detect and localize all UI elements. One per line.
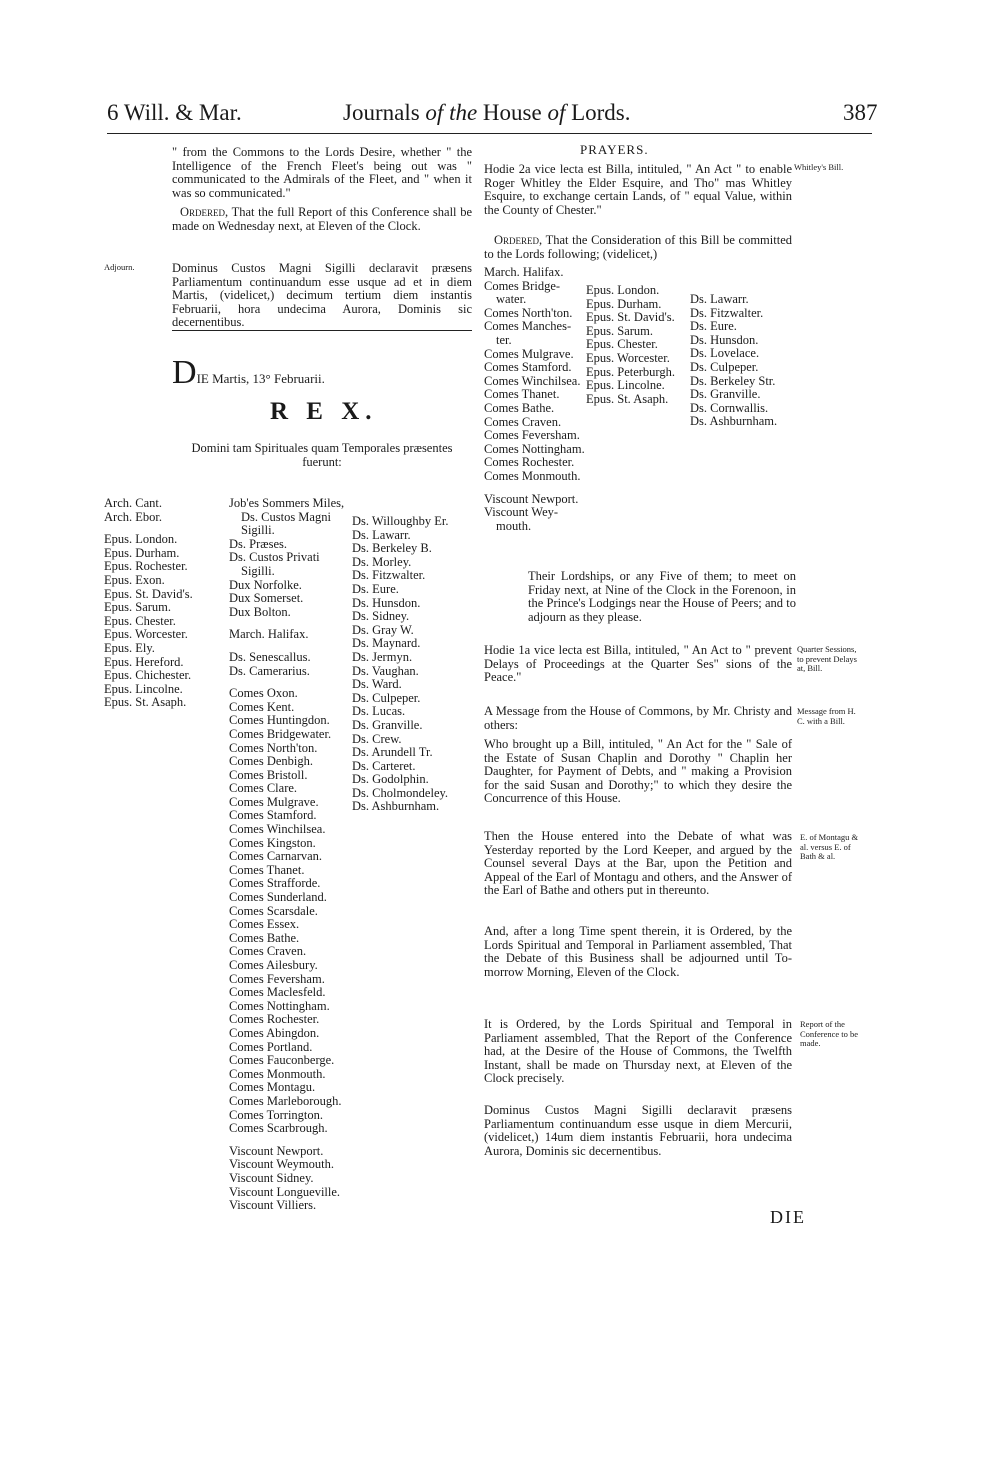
list-entry: Comes Clare.	[229, 781, 298, 796]
list-entry: Epus. London.	[104, 532, 178, 547]
list-entry: Comes Montagu.	[229, 1080, 316, 1095]
list-entry: Ds. Eure.	[352, 581, 399, 596]
list-entry: Epus. Hereford.	[104, 654, 184, 669]
list-entry: Sigilli.	[241, 523, 275, 538]
section-rule	[172, 330, 472, 331]
list-entry: water.	[496, 292, 527, 307]
list-entry: Comes Portland.	[229, 1039, 313, 1054]
list-entry: Comes Fauconberge.	[229, 1053, 335, 1068]
list-entry: March. Halifax.	[484, 265, 564, 279]
list-entry: Ds. Senescallus.	[229, 649, 311, 664]
list-entry: Comes Nottingham.	[229, 998, 330, 1013]
list-entry: Comes Torrington.	[229, 1107, 324, 1122]
list-entry: Epus. Sarum.	[104, 600, 172, 615]
list-entry: Comes Huntingdon.	[229, 713, 330, 728]
list-entry: Epus. St. Asaph.	[586, 391, 669, 406]
list-entry: Comes Marleborough.	[229, 1093, 342, 1108]
list-entry: Epus. Ely.	[104, 640, 155, 655]
list-entry: Dux Norfolke.	[229, 577, 302, 592]
list-entry: Ds. Ward.	[352, 677, 402, 692]
list-entry: Comes Feversham.	[484, 428, 580, 443]
list-entry: Comes Thanet.	[229, 862, 305, 877]
list-entry: Ds. Granville.	[352, 717, 423, 732]
list-entry: Comes Bristoll.	[229, 767, 308, 782]
list-entry: Ds. Granville.	[690, 387, 761, 402]
list-entry: Ds. Carteret.	[352, 758, 416, 773]
list-entry: Comes Mulgrave.	[229, 794, 319, 809]
list-entry: Comes Winchilsea.	[484, 373, 581, 388]
list-entry: Job'es Sommers Miles,	[229, 496, 345, 510]
chaplin-bill-para: Who brought up a Bill, intituled, " An Act for the " Sale of the Estate of Susan Chaplin and Dorothy " Chaplin her Daughter, for Payment of Debts, and " making a Provision for the said Susan and Dorothy;" to which they desire the Concurrence of this House.	[484, 737, 792, 806]
list-entry: Epus. Exon.	[104, 572, 165, 587]
list-entry: Comes Denbigh.	[229, 754, 314, 769]
committee-order: Ordered, That the Consideration of this Bill be committed to the Lords following; (videlicet,)	[484, 233, 792, 261]
committee-column-1	[484, 266, 585, 533]
list-entry: Ds. Crew.	[352, 731, 402, 746]
list-entry: Ds. Ashburnham.	[690, 414, 778, 429]
ordered-para: Ordered, That the full Report of this Conference shall be made on Wednesday next, at Eleven of the Clock.	[172, 205, 472, 233]
list-entry: Epus. St. Asaph.	[104, 695, 187, 710]
list-entry: Epus. Durham.	[104, 545, 180, 560]
list-entry: Epus. St. David's.	[586, 310, 675, 325]
attendance-column-2	[229, 497, 344, 1213]
continuation-para: " from the Commons to the Lords Desire, whether " the Intelligence of the French Fleet's being out was " communicated to the Admirals of the Fleet, and " when it was so communicated."	[172, 145, 472, 200]
list-entry: Epus. Worcester.	[104, 627, 188, 642]
list-entry: Viscount Sidney.	[229, 1170, 314, 1185]
margin-note-message: Message from H. C. with a Bill.	[797, 706, 856, 726]
list-entry: Ds. Custos Privati	[229, 550, 320, 565]
list-entry: Comes Mulgrave.	[484, 346, 574, 361]
list-entry: Comes North'ton.	[484, 305, 573, 320]
list-entry: Comes Kent.	[229, 699, 295, 714]
list-entry: Viscount Longueville.	[229, 1184, 341, 1199]
list-entry: Comes Essex.	[229, 917, 300, 932]
list-entry: Epus. Durham.	[586, 296, 662, 311]
list-entry: Arch. Ebor.	[104, 509, 162, 524]
list-entry: Ds. Culpeper.	[352, 690, 421, 705]
attendance-column-3	[352, 515, 449, 814]
list-entry: Ds. Godolphin.	[352, 772, 429, 787]
margin-note-quarter: Quarter Sessions, to prevent Delays at, Bill.	[797, 644, 857, 673]
list-entry: Ds. Maynard.	[352, 636, 421, 651]
margin-note-adjourn: Adjourn.	[104, 262, 135, 272]
after-para: And, after a long Time spent therein, it is Ordered, by the Lords Spiritual and Temporal in Parliament assembled, That the Debate of this Business shall be adjourned until To-morrow Morning, Eleven of the Clock.	[484, 924, 792, 979]
list-entry: Ds. Cholmondeley.	[352, 785, 449, 800]
list-entry: Ds. Willoughby Er.	[352, 514, 449, 528]
list-entry: Comes North'ton.	[229, 740, 318, 755]
list-entry: Comes Stamford.	[484, 360, 572, 375]
list-entry: Ds. Gray W.	[352, 622, 414, 637]
list-entry: Comes Bridge-	[484, 278, 561, 293]
list-entry: ter.	[496, 332, 512, 347]
list-entry: Ds. Jermyn.	[352, 649, 413, 664]
list-entry: Ds. Berkeley Str.	[690, 373, 776, 388]
report-para: It is Ordered, by the Lords Spiritual and Temporal in Parliament assembled, That the Report of the Conference had, at the Desire of the House of Commons, the Twelfth Instant, shall be made on Thursday next, at Eleven of the Clock precisely.	[484, 1017, 792, 1086]
list-entry: Ds. Morley.	[352, 554, 412, 569]
list-entry: Viscount Newport.	[484, 491, 579, 506]
list-entry: Viscount Wey-	[484, 505, 559, 520]
list-entry: Epus. Lincolne.	[104, 681, 183, 696]
list-entry: Dux Bolton.	[229, 604, 291, 619]
list-entry: Epus. Chester.	[104, 613, 176, 628]
attendance-column-1	[104, 497, 193, 710]
margin-note-whitley: Whitley's Bill.	[794, 162, 844, 172]
list-entry: Epus. St. David's.	[104, 586, 193, 601]
list-entry: Comes Strafforde.	[229, 876, 321, 891]
list-entry: Ds. Eure.	[690, 319, 737, 334]
running-head-title: Journals of the House of Lords.	[343, 100, 631, 125]
list-entry: Dux Somerset.	[229, 591, 304, 606]
rex-heading: R E X.	[270, 398, 378, 425]
list-entry: Ds. Lawarr.	[690, 292, 749, 306]
list-entry: Ds. Berkeley B.	[352, 541, 432, 556]
list-entry: Ds. Custos Magni	[241, 509, 331, 524]
list-entry: Comes Nottingham.	[484, 441, 585, 456]
list-entry: Comes Feversham.	[229, 971, 325, 986]
list-entry: Ds. Hunsdon.	[352, 595, 421, 610]
committee-column-3	[690, 293, 777, 429]
list-entry: Comes Maclesfeld.	[229, 985, 326, 1000]
list-entry: Comes Stamford.	[229, 808, 317, 823]
list-entry: Epus. Lincolne.	[586, 378, 665, 393]
list-entry: Comes Bathe.	[484, 400, 555, 415]
list-entry: Comes Bathe.	[229, 930, 300, 945]
list-entry: March. Halifax.	[229, 627, 309, 642]
running-head-left: 6 Will. & Mar.	[107, 100, 242, 125]
list-entry: Ds. Lucas.	[352, 704, 406, 719]
list-entry: Ds. Hunsdon.	[690, 332, 759, 347]
header-rule	[107, 133, 872, 134]
list-entry: Comes Bridgewater.	[229, 726, 332, 741]
present-line: Domini tam Spirituales quam Temporales præsentes fuerunt:	[191, 441, 453, 469]
list-entry: Sigilli.	[241, 563, 275, 578]
list-entry: mouth.	[496, 518, 532, 533]
die-heading: DIE Martis, 13° Februarii.	[172, 354, 325, 391]
adjourn-right-para: Dominus Custos Magni Sigilli declaravit præsens Parliamentum continuandum esse usque in diem Mercurii, (videlicet,) 14um diem instantis Februarii, hora undecima Aurora, Dominis sic decernentibus.	[484, 1103, 792, 1158]
list-entry: Comes Rochester.	[229, 1012, 320, 1027]
list-entry: Epus. Peterburgh.	[586, 364, 675, 379]
list-entry: Epus. Chichester.	[104, 668, 192, 683]
list-entry: Epus. London.	[586, 283, 660, 297]
lordships-para: Their Lordships, or any Five of them; to meet on Friday next, at Nine of the Clock in the Forenoon, in the Prince's Lodgings near the House of Peers; and to adjourn as they please.	[528, 569, 796, 624]
list-entry: Comes Carnarvan.	[229, 849, 323, 864]
list-entry: Ds. Camerarius.	[229, 663, 310, 678]
list-entry: Comes Manches-	[484, 319, 572, 334]
list-entry: Comes Monmouth.	[229, 1066, 326, 1081]
page-number: 387	[843, 100, 878, 125]
list-entry: Comes Sunderland.	[229, 890, 327, 905]
list-entry: Viscount Weymouth.	[229, 1157, 334, 1172]
message-para: A Message from the House of Commons, by Mr. Christy and others:	[484, 704, 792, 732]
catchword: DIE	[770, 1207, 806, 1227]
list-entry: Ds. Ashburnham.	[352, 799, 440, 814]
list-entry: Ds. Lovelace.	[690, 346, 760, 361]
list-entry: Comes Kingston.	[229, 835, 316, 850]
list-entry: Ds. Fitzwalter.	[352, 568, 426, 583]
list-entry: Ds. Sidney.	[352, 609, 410, 624]
list-entry: Ds. Arundell Tr.	[352, 745, 433, 760]
list-entry: Comes Monmouth.	[484, 468, 581, 483]
list-entry: Comes Thanet.	[484, 387, 560, 402]
prayers-heading: PRAYERS.	[580, 142, 649, 157]
debate-para: Then the House entered into the Debate of what was Yesterday reported by the Lord Keeper, and argued by the Counsel several Days at the Bar, upon the Petition and Appeal of the Earl of Montagu and others, and the Answer of the Earl of Bathe and others put in thereunto.	[484, 829, 792, 898]
list-entry: Comes Rochester.	[484, 455, 575, 470]
margin-note-report: Report of the Conference to be made.	[800, 1019, 859, 1048]
list-entry: Ds. Vaughan.	[352, 663, 419, 678]
list-entry: Comes Oxon.	[229, 686, 298, 701]
committee-column-2	[586, 284, 675, 406]
list-entry: Epus. Rochester.	[104, 559, 188, 574]
quarter-sessions-bill-para: Hodie 1a vice lecta est Billa, intituled, " An Act to " prevent Delays of Proceedings at the Quarter Ses" sions of the Peace."	[484, 643, 792, 685]
adjourn-para: Dominus Custos Magni Sigilli declaravit præsens Parliamentum continuandum esse usque ad et in diem Martis, (videlicet,) decimum tertium diem instantis Februarii, hora undecima Aurora, Dominis sic decernentibus.	[172, 261, 472, 330]
list-entry: Ds. Culpeper.	[690, 359, 759, 374]
list-entry: Viscount Villiers.	[229, 1198, 317, 1213]
list-entry: Ds. Præses.	[229, 536, 287, 551]
margin-note-debate: E. of Montagu & al. versus E. of Bath & al.	[800, 832, 859, 861]
list-entry: Epus. Sarum.	[586, 323, 654, 338]
list-entry: Ds. Fitzwalter.	[690, 305, 764, 320]
list-entry: Comes Ailesbury.	[229, 958, 318, 972]
list-entry: Epus. Worcester.	[586, 350, 670, 365]
list-entry: Epus. Chester.	[586, 337, 658, 352]
list-entry: Ds. Cornwallis.	[690, 400, 769, 415]
list-entry: Comes Abingdon.	[229, 1025, 320, 1040]
list-entry: Comes Craven.	[229, 944, 307, 959]
list-entry: Comes Winchilsea.	[229, 822, 326, 837]
whitley-bill-para: Hodie 2a vice lecta est Billa, intituled, " An Act " to enable Roger Whitley the Elder Esquire, and Tho" mas Whitley Esquire, to exchange certain Lands, of " equal Value, within the County of Chester."	[484, 162, 792, 217]
list-entry: Viscount Newport.	[229, 1143, 324, 1158]
list-entry: Comes Scarbrough.	[229, 1121, 328, 1136]
list-entry: Arch. Cant.	[104, 496, 162, 510]
list-entry: Comes Scarsdale.	[229, 903, 318, 918]
list-entry: Comes Craven.	[484, 414, 562, 429]
list-entry: Ds. Lawarr.	[352, 527, 411, 542]
